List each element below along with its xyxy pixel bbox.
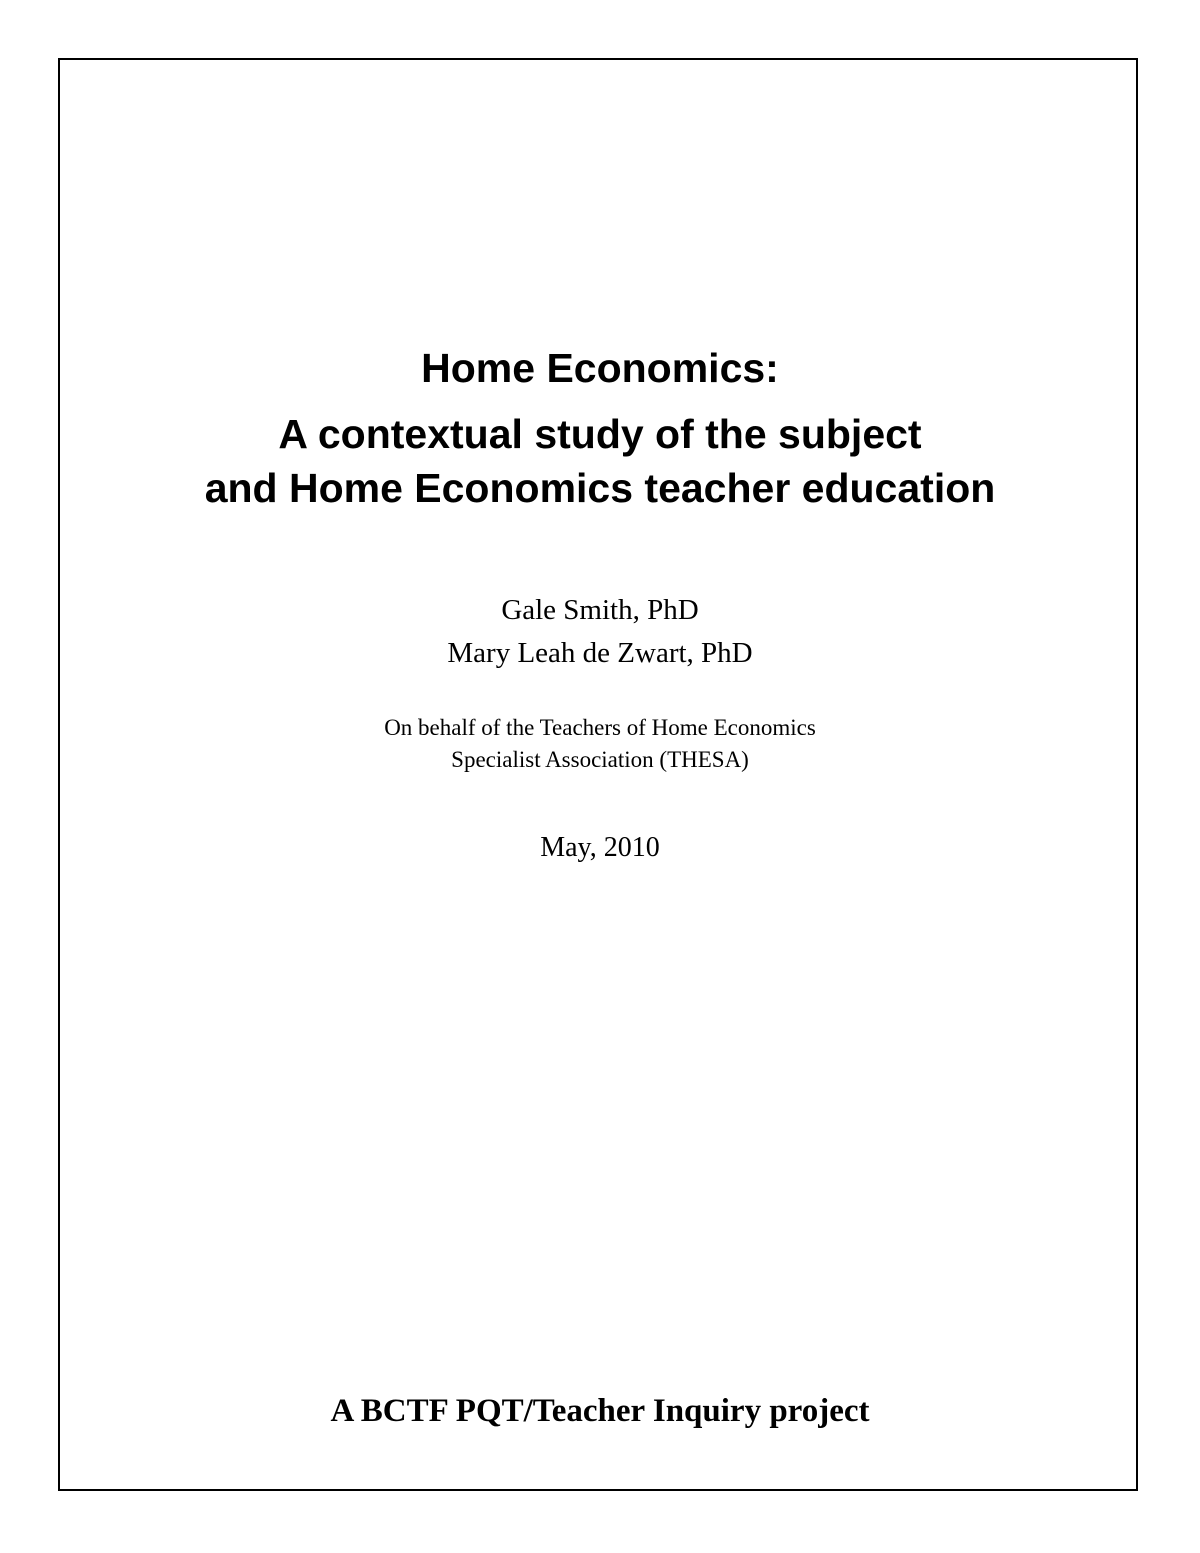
author-1: Gale Smith, PhD [501,594,699,626]
author-2: Mary Leah de Zwart, PhD [447,637,753,669]
project-footer: A BCTF PQT/Teacher Inquiry project [330,1393,870,1429]
document-title: Home Economics: [421,345,779,391]
affiliation-line-1: On behalf of the Teachers of Home Economics [384,715,816,740]
document-subtitle-line-1: A contextual study of the subject [278,411,922,457]
affiliation-line-2: Specialist Association (THESA) [451,747,749,772]
document-subtitle-line-2: and Home Economics teacher education [204,465,996,511]
publication-date: May, 2010 [540,832,660,863]
